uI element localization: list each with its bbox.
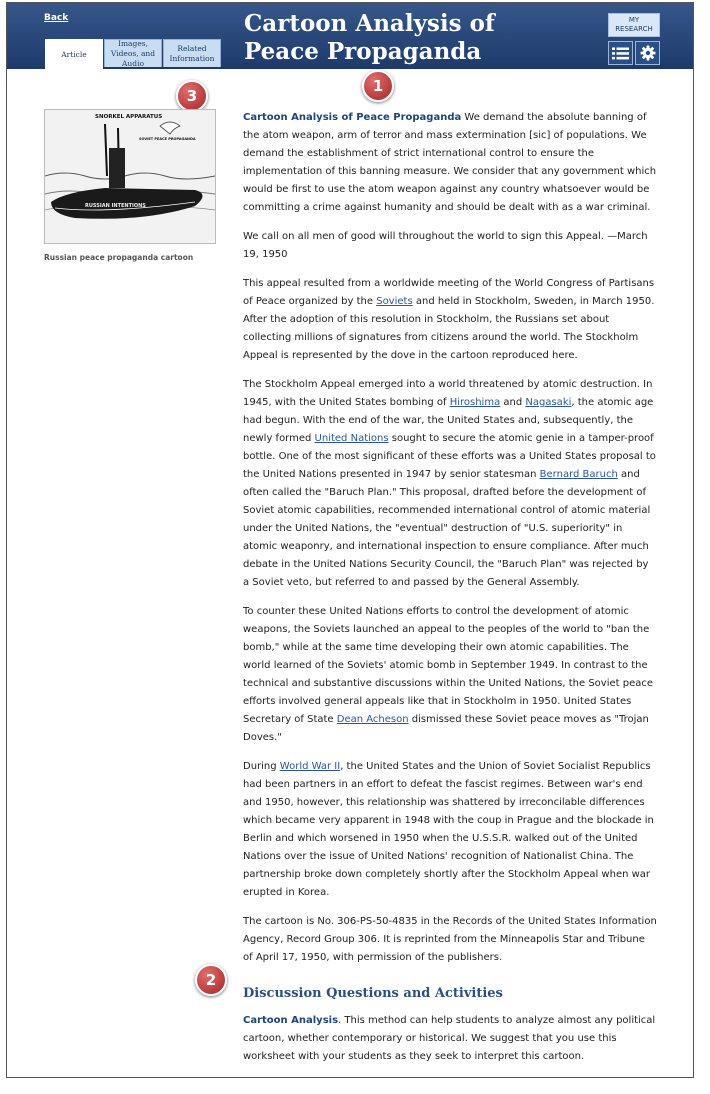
back-link[interactable]: Back [44,13,69,23]
article-lead-title: Cartoon Analysis of Peace Propaganda [243,112,462,123]
callout-marker-1: 1 [362,70,394,102]
cartoon-image[interactable] [44,109,216,244]
article-paragraph-1: Cartoon Analysis of Peace Propaganda We demand the absolute banning of the atom weapon, arm of terror and mass extermination [sic] of populations. We demand the establishment of strict international control to ensure the implementation of this banning measure. We consider that any government which would be first to use the atom weapon against any country whatsoever would be committing a crime against humanity and should be dealt with as a war criminal. [243,112,657,213]
discussion-heading: Discussion Questions and Activities [243,986,503,1001]
link-dean-acheson[interactable]: Dean Acheson [336,714,409,725]
link-united-nations[interactable]: United Nations [314,433,389,444]
callout-marker-3: 3 [176,80,208,112]
my-research-button[interactable]: MY RESEARCH [608,13,660,37]
cartoon-caption: Russian peace propaganda cartoon [44,253,194,262]
article-paragraph-7: The cartoon is No. 306-PS-50-4835 in the Records of the United States Information Agency, Record Group 306. It is reprinted from the Minneapolis Star and Tribune of April 17, 1950, with permission of the publishers. [243,916,657,963]
article-body [243,109,657,1077]
gear-icon [640,45,656,61]
link-soviets[interactable]: Soviets [376,296,413,307]
link-hiroshima[interactable]: Hiroshima [449,397,501,408]
tab-images-videos-audio[interactable]: Images, Videos, and Audio [104,39,162,67]
list-icon [612,47,629,60]
page-frame [6,2,694,1078]
settings-button[interactable] [635,41,660,65]
tab-bar [45,39,222,69]
page-title: Cartoon Analysis of Peace Propaganda [244,10,495,65]
tab-article[interactable]: Article [45,39,103,69]
article-paragraph-6: During World War II, the United States and the Union of Soviet Socialist Republics had been partners in an effort to defeat the fascist regimes. Between war's end and 1950, however, this relationship was shattered by irreconcilable differences which became very apparent in 1948 with the coup in Prague and the blockade in Berlin and which worsened in 1950 when the U.S.S.R. walked out of the United Nations over the issue of United Nations' recognition of Nationalist China. The partnership broke down completely shortly after the Stockholm Appeal when war erupted in Korea. [243,761,654,898]
cartoon-analysis-lead: Cartoon Analysis [243,1015,339,1026]
cartoon-label-propaganda: SOVIET PEACE PROPAGANDA [139,137,196,141]
list-button[interactable] [608,41,633,65]
link-nagasaki[interactable]: Nagasaki [525,397,572,408]
article-paragraph-3: This appeal resulted from a worldwide meeting of the World Congress of Partisans of Peace organized by the Soviets and held in Stockholm, Sweden, in March 1950. After the adoption of this resolution in Stockholm, the Russians set about collecting millions of signatures from citizens around the world. The Stockholm Appeal is represented by the dove in the cartoon reproduced here. [243,278,655,361]
link-bernard-baruch[interactable]: Bernard Baruch [539,469,618,480]
cartoon-label-snorkel: SNORKEL APPARATUS [95,114,163,120]
callout-marker-2: 2 [195,964,227,996]
cartoon-label-hull: RUSSIAN INTENTIONS [85,203,146,209]
article-paragraph-5: To counter these United Nations efforts to control the development of atomic weapons, the Soviets launched an appeal to the peoples of the world to "ban the bomb," while at the same time developing their own atomic capabilities. The world learned of the Soviets' atomic bomb in September 1949. In contrast to the technical and substantive discussions within the United Nations, the Soviet peace efforts involved general appeals like that in Stockholm in 1950. United States Secretary of State Dean Acheson dismissed these Soviet peace moves as "Trojan Doves." [243,606,654,743]
link-world-war-ii[interactable]: World War II [279,761,341,772]
article-paragraph-4: The Stockholm Appeal emerged into a world threatened by atomic destruction. In 1945, with the United States bombing of Hiroshima and Nagasaki, the atomic age had begun. With the end of the war, the United States and, subsequently, the newly formed United Nations sought to secure the atomic genie in a tamper-proof bottle. One of the most significant of these efforts was a United States proposal to the United Nations presented in 1947 by senior statesman Bernard Baruch and often called the "Baruch Plan." This proposal, drafted before the development of Soviet atomic capabilities, recommended international control of atomic material under the United Nations, the "eventual" destruction of "U.S. superiority" in atomic weaponry, and international inspection to ensure compliance. After much debate in the United Nations Security Council, the "Baruch Plan" was rejected by a Soviet veto, but referred to and passed by the General Assembly. [243,379,656,588]
article-paragraph-8: Cartoon Analysis. This method can help students to analyze almost any political cartoon, whether contemporary or historical. We suggest that you use this worksheet with your students as they seek to interpret this cartoon. [243,1015,656,1062]
tab-related-information[interactable]: Related Information [163,39,221,67]
header-bar [7,3,693,69]
article-paragraph-2: We call on all men of good will throughout the world to sign this Appeal. —March 19, 1950 [243,231,648,260]
